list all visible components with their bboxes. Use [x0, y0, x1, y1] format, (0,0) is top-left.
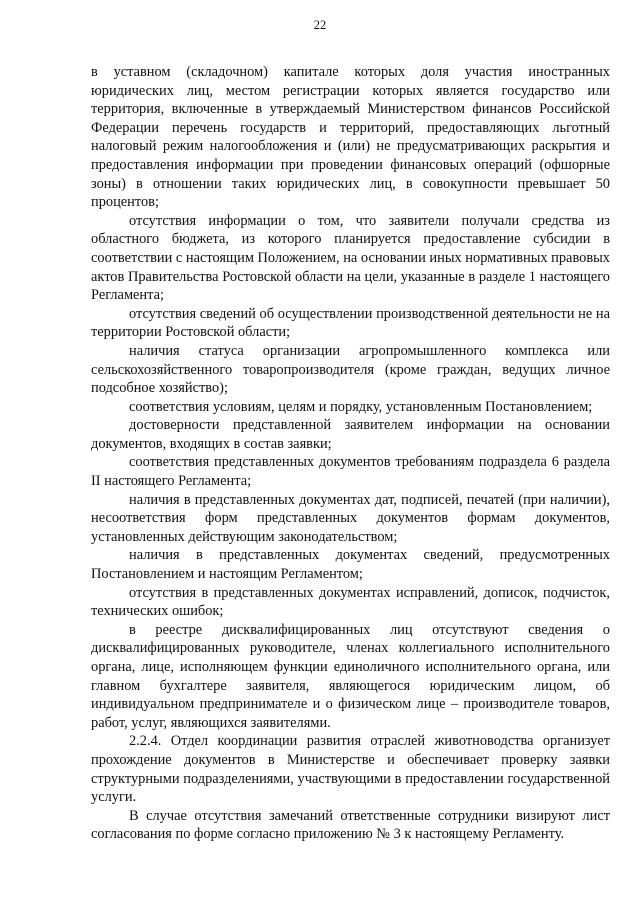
paragraph-10: отсутствия в представленных документах исправлений, дописок, подчисток, технических ошибок;: [91, 584, 610, 620]
paragraph-13: В случае отсутствия замечаний ответственные сотрудники визируют лист согласования по форме согласно приложению № 3 к настоящему Регламенту.: [91, 807, 610, 843]
paragraph-9: наличия в представленных документах сведений, предусмотренных Постановлением и настоящим Регламентом;: [91, 547, 610, 583]
paragraph-7: соответствия представленных документов требованиям подраздела 6 раздела II настоящего Регламента;: [91, 454, 610, 490]
document-body: [91, 63, 610, 844]
paragraph-6: достоверности представленной заявителем информации на основании документов, входящих в состав заявки;: [91, 417, 610, 452]
paragraph-11: в реестре дисквалифицированных лиц отсутствуют сведения о дисквалифицированных руководителе, членах коллегиального исполнительного органа, лице, исполняющем функции единоличного исполнительного органа, или главном бухгалтере заявителя, являющегося юридическим лицом, об индивидуальном предпринимателе и о физическом лице – производителе товаров, работ, услуг, являющихся заявителями.: [91, 621, 610, 731]
paragraph-2: отсутствия информации о том, что заявители получали средства из областного бюджета, из которого планируется предоставление субсидии в соответствии с настоящим Положением, на основании иных нормативных правовых актов Правительства Ростовской области на цели, указанные в разделе 1 настоящего Регламента;: [91, 212, 610, 304]
paragraph-8: наличия в представленных документах дат, подписей, печатей (при наличии), несоответствия форм представленных документов формам документов, установленных действующим законодательством;: [91, 491, 610, 545]
paragraph-1: в уставном (складочном) капитале которых доля участия иностранных юридических лиц, местом регистрации которых является государство или территория, включенные в утверждаемый Министерством финансов Российской Федерации перечень государств и территорий, предоставляющих льготный налоговый режим налогообложения и (или) не предусматривающих раскрытия и предоставления информации при проведении финансовых операций (офшорные зоны) в отношении таких юридических лиц, в совокупности превышает 50 процентов;: [91, 64, 610, 211]
paragraph-3: отсутствия сведений об осуществлении производственной деятельности не на территории Ростовской области;: [91, 305, 610, 341]
paragraph-4: наличия статуса организации агропромышленного комплекса или сельскохозяйственного товаропроизводителя (кроме граждан, ведущих личное подсобное хозяйство);: [91, 342, 610, 397]
page-number: 22: [313, 18, 327, 32]
paragraph-5: соответствия условиям, целям и порядку, установленным Постановлением;: [129, 398, 593, 415]
paragraph-12: 2.2.4. Отдел координации развития отраслей животноводства организует прохождение документов в Министерстве и обеспечивает проверку заявки структурными подразделениями, участвующими в предоставлении государственной услуги.: [91, 733, 610, 806]
